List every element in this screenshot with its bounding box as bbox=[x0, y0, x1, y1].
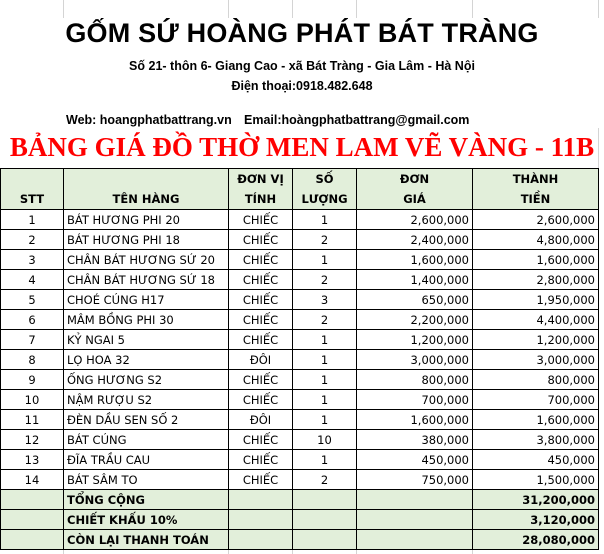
summary-value: 28,080,000 bbox=[473, 530, 599, 550]
table-row bbox=[1, 330, 599, 350]
item-unit-price: 3,000,000 bbox=[357, 350, 473, 370]
summary-label: CÒN LẠI THANH TOÁN bbox=[64, 530, 229, 550]
row-index: 3 bbox=[1, 250, 64, 270]
item-name: CHOÉ CÚNG H17 bbox=[64, 290, 229, 310]
summary-label: CHIẾT KHẤU 10% bbox=[64, 510, 229, 530]
item-amount: 2,800,000 bbox=[473, 270, 599, 290]
row-index: 4 bbox=[1, 270, 64, 290]
summary-label: TỔNG CỘNG bbox=[64, 490, 229, 510]
item-unit-price: 1,600,000 bbox=[357, 250, 473, 270]
empty-cell bbox=[229, 510, 293, 530]
item-quantity: 2 bbox=[293, 470, 357, 490]
empty-cell bbox=[229, 530, 293, 550]
item-quantity: 1 bbox=[293, 390, 357, 410]
item-unit: CHIẾC bbox=[229, 370, 293, 390]
item-name: CHÂN BÁT HƯƠNG SỨ 18 bbox=[64, 270, 229, 290]
gridline bbox=[472, 0, 473, 18]
empty-cell bbox=[357, 510, 473, 530]
item-unit: CHIẾC bbox=[229, 290, 293, 310]
empty-cell bbox=[357, 530, 473, 550]
item-unit-price: 1,600,000 bbox=[357, 410, 473, 430]
item-unit: ĐÔI bbox=[229, 350, 293, 370]
row-index: 1 bbox=[1, 210, 64, 230]
row-index: 12 bbox=[1, 430, 64, 450]
item-name: BÁT CÚNG bbox=[64, 430, 229, 450]
item-quantity: 1 bbox=[293, 410, 357, 430]
company-email: Email:hoàngphatbattrang@gmail.com bbox=[244, 113, 470, 127]
item-amount: 450,000 bbox=[473, 450, 599, 470]
item-amount: 1,200,000 bbox=[473, 330, 599, 350]
item-name: BÁT HƯƠNG PHI 18 bbox=[64, 230, 229, 250]
item-quantity: 1 bbox=[293, 350, 357, 370]
empty-cell bbox=[1, 490, 64, 510]
item-unit-price: 2,600,000 bbox=[357, 210, 473, 230]
table-row bbox=[1, 430, 599, 450]
row-index: 2 bbox=[1, 230, 64, 250]
item-quantity: 3 bbox=[293, 290, 357, 310]
item-quantity: 2 bbox=[293, 230, 357, 250]
table-row bbox=[1, 390, 599, 410]
item-unit: CHIẾC bbox=[229, 450, 293, 470]
balance-due-row bbox=[1, 530, 599, 550]
col-header-unit: ĐƠN VỊ TÍNH bbox=[229, 169, 293, 210]
total-row bbox=[1, 490, 599, 510]
row-index: 10 bbox=[1, 390, 64, 410]
table-row bbox=[1, 270, 599, 290]
item-amount: 3,800,000 bbox=[473, 430, 599, 450]
item-unit-price: 450,000 bbox=[357, 450, 473, 470]
col-header-quantity: SỐ LƯỢNG bbox=[293, 169, 357, 210]
company-website: Web: hoangphatbattrang.vn bbox=[66, 113, 232, 127]
item-amount: 3,000,000 bbox=[473, 350, 599, 370]
empty-cell bbox=[1, 530, 64, 550]
item-unit: CHIẾC bbox=[229, 330, 293, 350]
table-row bbox=[1, 210, 599, 230]
item-unit-price: 650,000 bbox=[357, 290, 473, 310]
table-row bbox=[1, 470, 599, 490]
table-row bbox=[1, 290, 599, 310]
table-row bbox=[1, 370, 599, 390]
item-amount: 4,800,000 bbox=[473, 230, 599, 250]
item-unit-price: 700,000 bbox=[357, 390, 473, 410]
item-unit: CHIẾC bbox=[229, 230, 293, 250]
row-index: 5 bbox=[1, 290, 64, 310]
company-address: Số 21- thôn 6- Giang Cao - xã Bát Tràng - Gia Lâm - Hà Nội bbox=[129, 59, 475, 73]
item-amount: 700,000 bbox=[473, 390, 599, 410]
item-unit-price: 1,200,000 bbox=[357, 330, 473, 350]
item-quantity: 1 bbox=[293, 210, 357, 230]
item-amount: 2,600,000 bbox=[473, 210, 599, 230]
discount-row bbox=[1, 510, 599, 530]
item-unit-price: 750,000 bbox=[357, 470, 473, 490]
item-amount: 1,600,000 bbox=[473, 250, 599, 270]
item-unit-price: 1,400,000 bbox=[357, 270, 473, 290]
table-row bbox=[1, 310, 599, 330]
row-index: 11 bbox=[1, 410, 64, 430]
row-index: 14 bbox=[1, 470, 64, 490]
item-amount: 1,600,000 bbox=[473, 410, 599, 430]
item-unit-price: 380,000 bbox=[357, 430, 473, 450]
empty-cell bbox=[229, 490, 293, 510]
gridline bbox=[598, 0, 599, 18]
item-unit: CHIẾC bbox=[229, 430, 293, 450]
item-quantity: 10 bbox=[293, 430, 357, 450]
empty-cell bbox=[1, 510, 64, 530]
item-quantity: 2 bbox=[293, 270, 357, 290]
item-unit: CHIẾC bbox=[229, 210, 293, 230]
summary-value: 31,200,000 bbox=[473, 490, 599, 510]
item-unit-price: 2,400,000 bbox=[357, 230, 473, 250]
price-table bbox=[0, 168, 599, 550]
item-name: ĐĨA TRẦU CAU bbox=[64, 450, 229, 470]
gridline bbox=[63, 0, 64, 18]
company-name: GỐM SỨ HOÀNG PHÁT BÁT TRÀNG bbox=[65, 18, 539, 48]
empty-cell bbox=[293, 530, 357, 550]
item-quantity: 1 bbox=[293, 450, 357, 470]
item-name: MÂM BỒNG PHI 30 bbox=[64, 310, 229, 330]
item-unit: CHIẾC bbox=[229, 390, 293, 410]
row-index: 8 bbox=[1, 350, 64, 370]
gridline bbox=[356, 0, 357, 18]
item-unit-price: 800,000 bbox=[357, 370, 473, 390]
gridline bbox=[292, 0, 293, 18]
item-quantity: 1 bbox=[293, 370, 357, 390]
table-header-row bbox=[1, 169, 599, 210]
item-quantity: 2 bbox=[293, 310, 357, 330]
table-row bbox=[1, 410, 599, 430]
item-unit: CHIẾC bbox=[229, 250, 293, 270]
col-header-unit-price: ĐƠN GIÁ bbox=[357, 169, 473, 210]
row-index: 7 bbox=[1, 330, 64, 350]
col-header-item-name: TÊN HÀNG bbox=[64, 169, 229, 210]
empty-cell bbox=[293, 510, 357, 530]
row-index: 13 bbox=[1, 450, 64, 470]
item-unit: CHIẾC bbox=[229, 310, 293, 330]
item-quantity: 1 bbox=[293, 250, 357, 270]
item-quantity: 1 bbox=[293, 330, 357, 350]
col-header-stt: STT bbox=[1, 169, 64, 210]
table-row bbox=[1, 350, 599, 370]
item-amount: 4,400,000 bbox=[473, 310, 599, 330]
table-row bbox=[1, 250, 599, 270]
item-unit: CHIẾC bbox=[229, 470, 293, 490]
item-name: BÁT SÂM TO bbox=[64, 470, 229, 490]
row-index: 9 bbox=[1, 370, 64, 390]
item-unit-price: 2,200,000 bbox=[357, 310, 473, 330]
item-name: BÁT HƯƠNG PHI 20 bbox=[64, 210, 229, 230]
price-list-title: BẢNG GIÁ ĐỒ THỜ MEN LAM VẼ VÀNG - 11B bbox=[9, 132, 595, 162]
item-amount: 1,950,000 bbox=[473, 290, 599, 310]
empty-cell bbox=[357, 490, 473, 510]
gridline bbox=[228, 0, 229, 18]
summary-value: 3,120,000 bbox=[473, 510, 599, 530]
item-name: ĐÈN DẦU SEN SỐ 2 bbox=[64, 410, 229, 430]
item-name: LỌ HOA 32 bbox=[64, 350, 229, 370]
item-name: NẬM RƯỢU S2 bbox=[64, 390, 229, 410]
col-header-amount: THÀNH TIỀN bbox=[473, 169, 599, 210]
item-name: CHÂN BÁT HƯƠNG SỨ 20 bbox=[64, 250, 229, 270]
item-unit: ĐÔI bbox=[229, 410, 293, 430]
row-index: 6 bbox=[1, 310, 64, 330]
item-name: ỐNG HƯƠNG S2 bbox=[64, 370, 229, 390]
empty-cell bbox=[293, 490, 357, 510]
item-amount: 1,500,000 bbox=[473, 470, 599, 490]
company-phone: Điện thoại:0918.482.648 bbox=[231, 79, 373, 93]
item-name: KỶ NGAI 5 bbox=[64, 330, 229, 350]
item-unit: CHIẾC bbox=[229, 270, 293, 290]
table-row bbox=[1, 230, 599, 250]
table-row bbox=[1, 450, 599, 470]
item-amount: 800,000 bbox=[473, 370, 599, 390]
